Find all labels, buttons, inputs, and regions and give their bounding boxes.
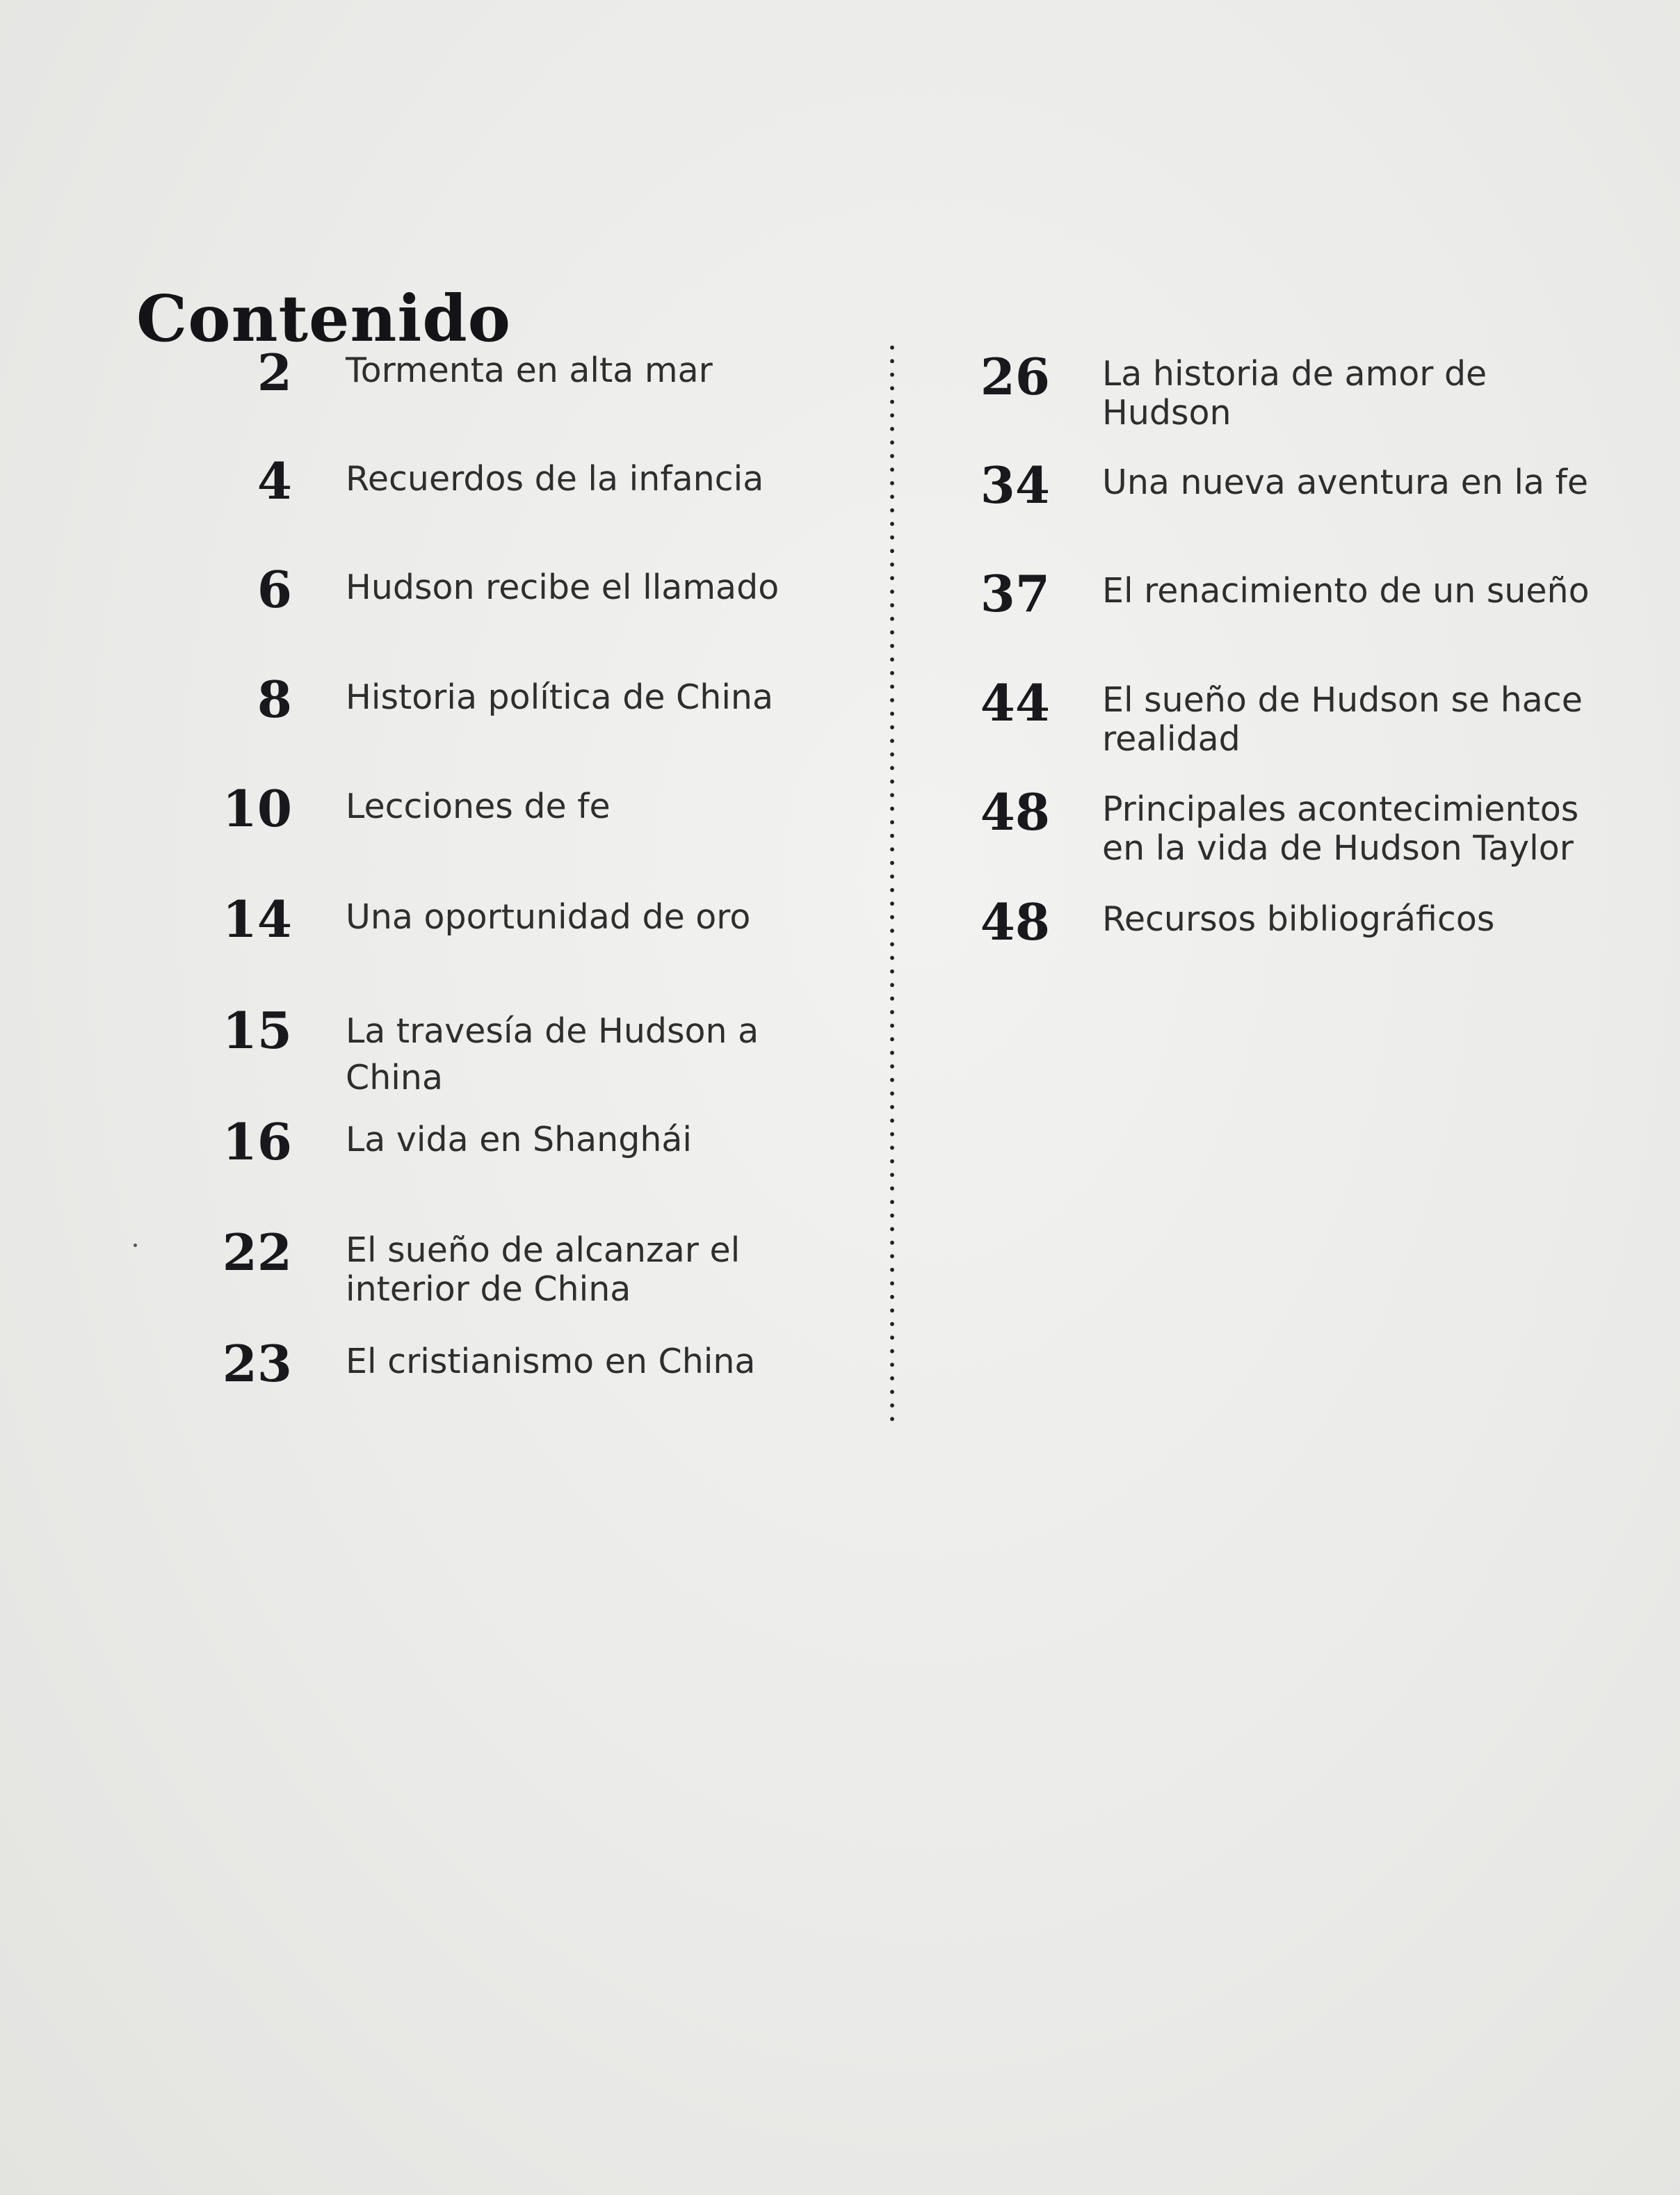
toc-page-number: 44 bbox=[980, 673, 1050, 732]
toc-entry-label: El sueño de alcanzar el interior de China bbox=[346, 1230, 741, 1309]
toc-page-number: 22 bbox=[222, 1223, 292, 1282]
toc-entry-label: Una oportunidad de oro bbox=[346, 897, 751, 937]
toc-entry-label: Principales acontecimientos en la vida de Hudson Taylor bbox=[1102, 789, 1579, 868]
toc-page-number: 14 bbox=[222, 890, 292, 949]
toc-page-number: 23 bbox=[222, 1334, 292, 1393]
toc-page-number: 16 bbox=[222, 1112, 292, 1171]
toc-page-number: 8 bbox=[257, 670, 292, 729]
toc-entry-label: La vida en Shanghái bbox=[346, 1120, 693, 1159]
toc-page-number: 48 bbox=[980, 782, 1050, 842]
page-title: Contenido bbox=[136, 280, 512, 356]
toc-entry-label: El renacimiento de un sueño bbox=[1102, 571, 1590, 611]
toc-entry-label: Historia política de China bbox=[346, 677, 774, 717]
toc-entry-label: Recursos bibliográficos bbox=[1102, 899, 1495, 939]
paper-speck bbox=[134, 1244, 137, 1247]
toc-page-number: 15 bbox=[222, 1001, 292, 1060]
toc-page-number: 37 bbox=[980, 564, 1050, 623]
toc-page-number: 26 bbox=[980, 347, 1050, 406]
toc-page-number: 2 bbox=[257, 343, 292, 402]
toc-page-number: 4 bbox=[257, 451, 292, 510]
toc-entry-label: La historia de amor de Hudson bbox=[1102, 354, 1487, 433]
toc-page-number: 48 bbox=[980, 892, 1050, 951]
toc-page-number: 34 bbox=[980, 456, 1050, 515]
toc-entry-label: Recuerdos de la infancia bbox=[346, 459, 764, 499]
column-divider bbox=[890, 341, 894, 1429]
toc-page-number: 6 bbox=[257, 560, 292, 619]
toc-entry-label: La travesía de Hudson a China bbox=[346, 1011, 759, 1098]
toc-entry-label: Hudson recibe el llamado bbox=[346, 568, 780, 607]
toc-entry-label: El cristianismo en China bbox=[346, 1342, 756, 1381]
toc-entry-label: Una nueva aventura en la fe bbox=[1102, 463, 1589, 502]
toc-entry-label: El sueño de Hudson se hace realidad bbox=[1102, 680, 1583, 759]
toc-page-number: 10 bbox=[222, 779, 292, 838]
toc-entry-label: Tormenta en alta mar bbox=[346, 351, 713, 390]
toc-entry-label: Lecciones de fe bbox=[346, 787, 611, 826]
